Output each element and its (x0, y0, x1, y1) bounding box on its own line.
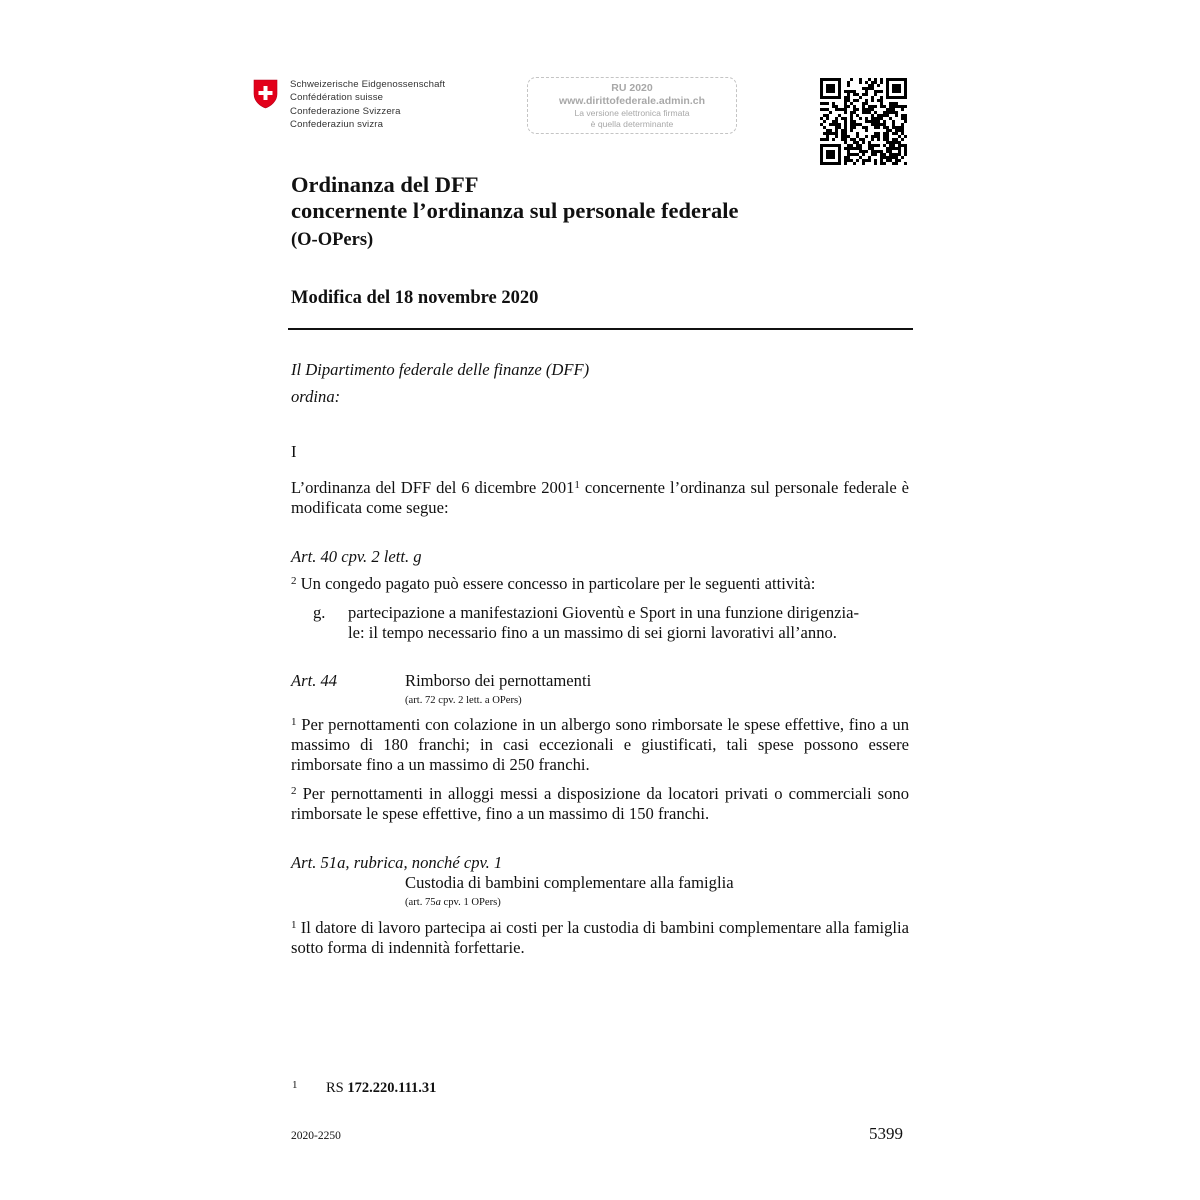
paragraph-text: Per pernottamenti in alloggi messi a disposizione da locatori privati o commerciali sono rimborsate le spese effettive, fino a un massimo di 150 franchi. (291, 784, 909, 823)
art51a-paragraph-1 (291, 918, 909, 958)
footnote-reference: 1 (574, 479, 580, 491)
paragraph-text: Il datore di lavoro partecipa ai costi per la custodia di bambini complementare alla famiglia sotto forma di indennità forfettarie. (291, 918, 909, 957)
list-item-line-2: le: il tempo necessario fino a un massimo di sei giorni lavorativi all’anno. (348, 623, 837, 642)
paragraph-number: 1 (291, 716, 297, 728)
art40-paragraph (291, 574, 909, 594)
footnote-prefix: RS (326, 1080, 348, 1096)
confederation-name-rm: Confederaziun svizra (290, 119, 384, 131)
art51a-legal-reference (405, 896, 501, 909)
stamp-note-line2: è quella determinante (590, 118, 674, 129)
ref-text: (art. 75 (405, 897, 436, 908)
paragraph-text: Per pernottamenti con colazione in un albergo sono rimborsate le spese effettive, fino a un massimo di 180 franchi; in casi eccezionali e giustificati, tali spese possono essere rimborsate fino a un massimo di 250 franchi. (291, 715, 909, 774)
confederation-name-fr: Confédération suisse (290, 92, 384, 104)
confederation-name-it: Confederazione Svizzera (290, 105, 401, 117)
art51a-label: Art. 51a, rubrica, nonché cpv. 1 (291, 853, 503, 872)
art44-label: Art. 44 (291, 671, 338, 690)
document-number: 2020-2250 (291, 1130, 341, 1142)
stamp-collection: RU 2020 (611, 82, 653, 94)
footnote-sr-number: 172.220.111.31 (347, 1080, 437, 1096)
confederation-names (290, 78, 445, 132)
art44-legal-reference: (art. 72 cpv. 2 lett. a OPers) (405, 695, 522, 706)
ref-text: cpv. 1 OPers) (440, 897, 501, 908)
art40-label: Art. 40 cpv. 2 lett. g (291, 547, 422, 566)
art44-paragraph-1 (291, 715, 909, 775)
footnote-number: 1 (292, 1079, 298, 1091)
document-title (291, 172, 738, 224)
art44-paragraph-2 (291, 784, 909, 824)
paragraph-text: Un congedo pagato può essere concesso in particolare per le seguenti attività: (296, 574, 816, 593)
confederation-name-de: Schweizerische Eidgenossenschaft (290, 79, 446, 90)
paragraph-number: 1 (291, 919, 297, 931)
paragraph-number: 2 (291, 575, 297, 587)
section-numeral: I (291, 442, 297, 461)
preamble-decrees: ordina: (291, 387, 341, 406)
stamp-website: www.dirittofederale.admin.ch (558, 95, 706, 107)
page-number: 5399 (869, 1124, 903, 1143)
paragraph-number: 2 (291, 785, 297, 797)
ref-text-italic: a (435, 897, 441, 908)
art44-heading: Rimborso dei pernottamenti (405, 671, 592, 690)
art51a-heading: Custodia di bambini complementare alla famiglia (405, 873, 734, 892)
stamp-note-line1: La versione elettronica firmata (574, 108, 690, 118)
qr-code-icon (820, 78, 907, 165)
list-item-letter: g. (313, 603, 326, 622)
title-line-2: concernente l’ordinanza sul personale federale (291, 198, 739, 223)
official-publication-stamp (527, 77, 737, 134)
amendment-date: Modifica del 18 novembre 2020 (291, 288, 539, 308)
intro-text-part2: concernente l’ordinanza sul personale federale è modificata come segue: (291, 478, 910, 517)
title-abbreviation: (O-OPers) (291, 230, 374, 250)
swiss-coat-of-arms-icon (253, 79, 278, 109)
list-item-text (348, 603, 909, 643)
section-intro (291, 478, 909, 518)
preamble-authority: Il Dipartimento federale delle finanze (DFF) (291, 360, 590, 379)
title-divider (288, 328, 913, 330)
title-line-1: Ordinanza del DFF (291, 172, 479, 197)
list-item-line-1: partecipazione a manifestazioni Gioventù e Sport in una funzione dirigenzia- (348, 603, 859, 622)
footnote-text (326, 1079, 436, 1097)
intro-text-part1: L’ordinanza del DFF del 6 dicembre 2001 (291, 478, 575, 497)
